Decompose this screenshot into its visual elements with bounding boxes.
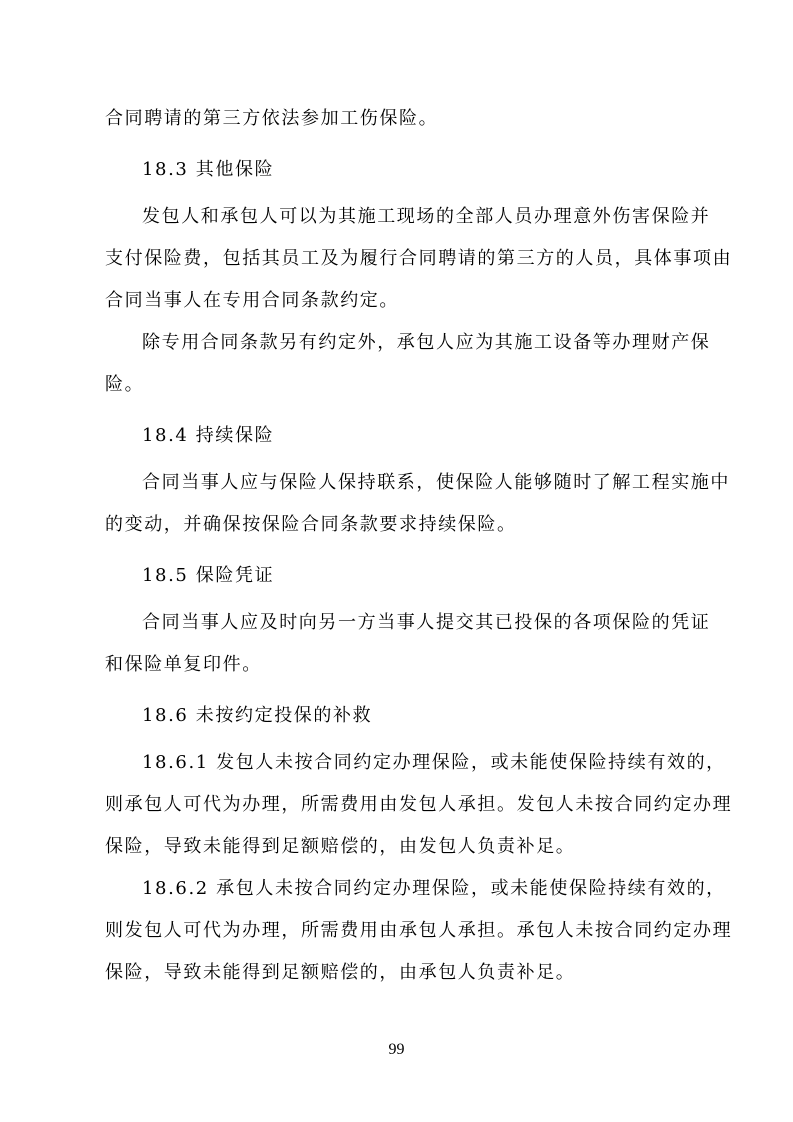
paragraph-line: 则发包人可代为办理，所需费用由承包人承担。承包人未按合同约定办理 — [105, 920, 733, 941]
paragraph-line: 则承包人可代为办理，所需费用由发包人承担。发包人未按合同约定办理 — [105, 794, 733, 815]
paragraph-line: 保险，导致未能得到足额赔偿的，由发包人负责补足。 — [105, 836, 576, 857]
paragraph-line: 保险，导致未能得到足额赔偿的，由承包人负责补足。 — [105, 962, 576, 983]
paragraph-line: 除专用合同条款另有约定外，承包人应为其施工设备等办理财产保 — [142, 332, 711, 353]
section-heading-18-4: 18.4 持续保险 — [142, 425, 275, 446]
paragraph-line: 合同当事人应与保险人保持联系，使保险人能够随时了解工程实施中 — [142, 472, 730, 493]
paragraph-line: 合同聘请的第三方依法参加工伤保险。 — [105, 108, 439, 129]
paragraph-line: 和保险单复印件。 — [105, 654, 262, 675]
paragraph-line: 发包人和承包人可以为其施工现场的全部人员办理意外伤害保险并 — [142, 206, 711, 227]
paragraph-line: 支付保险费，包括其员工及为履行合同聘请的第三方的人员，具体事项由 — [105, 248, 733, 269]
paragraph-line: 险。 — [105, 374, 145, 395]
paragraph-line: 的变动，并确保按保险合同条款要求持续保险。 — [105, 514, 517, 535]
paragraph-line: 18.6.2 承包人未按合同约定办理保险，或未能使保险持续有效的， — [142, 878, 726, 899]
paragraph-line: 合同当事人在专用合同条款约定。 — [105, 290, 399, 311]
paragraph-line: 合同当事人应及时向另一方当事人提交其已投保的各项保险的凭证 — [142, 612, 711, 633]
paragraph-line: 18.6.1 发包人未按合同约定办理保险，或未能使保险持续有效的， — [142, 752, 726, 773]
section-heading-18-3: 18.3 其他保险 — [142, 159, 275, 180]
section-heading-18-6: 18.6 未按约定投保的补救 — [142, 705, 373, 726]
page-number: 99 — [388, 1041, 405, 1058]
section-heading-18-5: 18.5 保险凭证 — [142, 565, 275, 586]
